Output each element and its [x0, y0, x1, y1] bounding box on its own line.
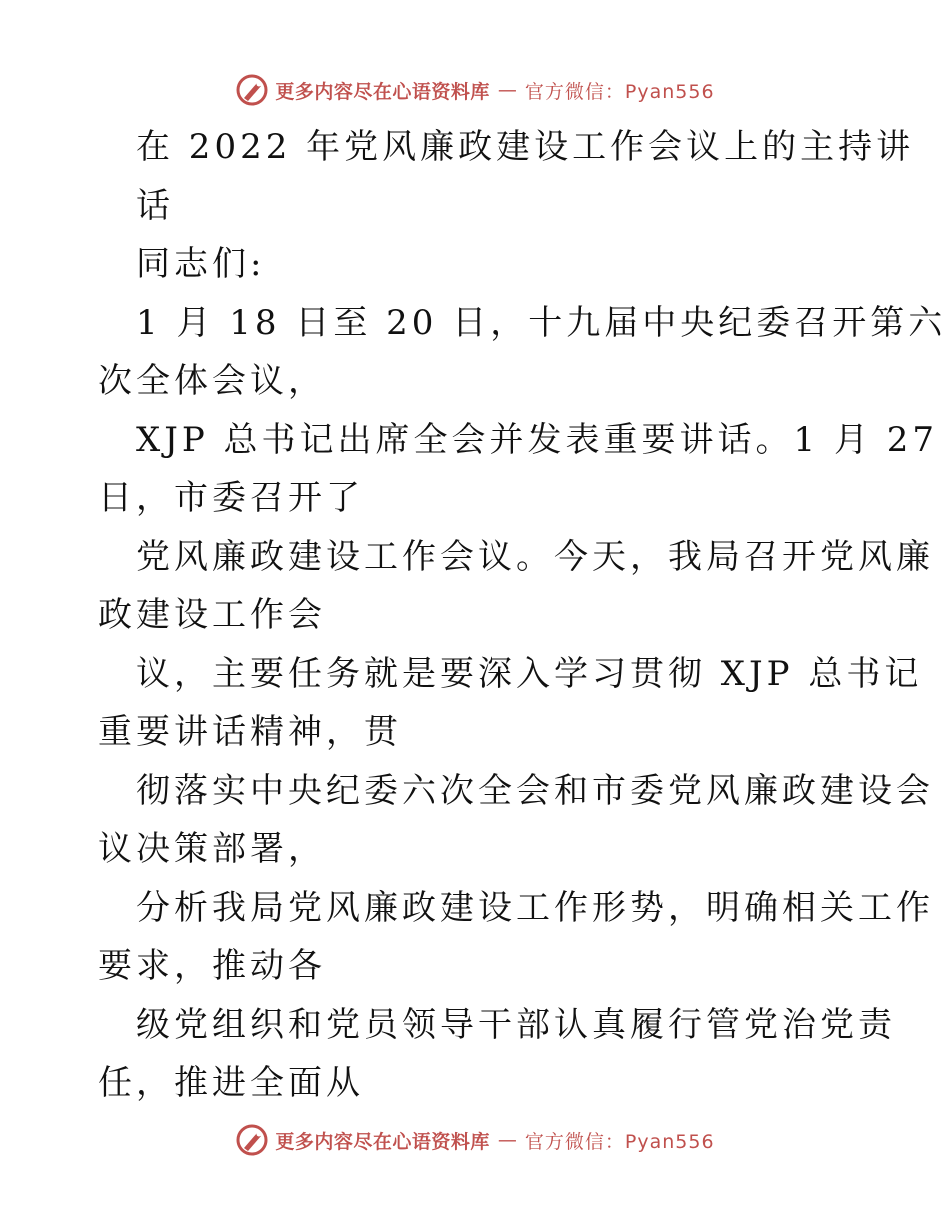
- document-body: [98, 118, 947, 1113]
- text-line: 彻落实中央纪委六次全会和市委党风廉政建设会: [136, 770, 934, 811]
- pen-logo-icon: [235, 73, 269, 107]
- text-line: 任，推进全面从: [98, 1063, 364, 1103]
- text-line: 议决策部署，: [98, 829, 326, 869]
- text-line: 话: [136, 185, 174, 226]
- text-line: 重要讲话精神，贯: [98, 712, 402, 752]
- text-line: XJP 总书记出席全会并发表重要讲话。1 月 27: [136, 419, 939, 460]
- watermark-header: [0, 70, 950, 110]
- watermark-text: 更多内容尽在心语资料库: [275, 80, 490, 103]
- text-line: 在 2022 年党风廉政建设工作会议上的主持讲: [136, 127, 915, 167]
- text-line: 议，主要任务就是要深入学习贯彻 XJP 总书记: [136, 653, 923, 694]
- text-line: 次全体会议，: [98, 361, 326, 401]
- watermark-footer: [0, 1120, 950, 1160]
- text-line: 同志们:: [136, 244, 266, 284]
- text-line: 日，市委召开了: [98, 478, 364, 518]
- watermark-separator: —: [497, 1129, 517, 1151]
- pen-logo-icon: [235, 1123, 269, 1157]
- text-line: 级党组织和党员领导干部认真履行管党治党责: [136, 1004, 896, 1045]
- watermark-text: 更多内容尽在心语资料库: [275, 1130, 490, 1153]
- text-line: 党风廉政建设工作会议。今天，我局召开党风廉: [136, 536, 934, 577]
- watermark-contact: 官方微信：Pyan556: [524, 80, 715, 103]
- text-line: 政建设工作会: [98, 595, 326, 635]
- text-line: 1 月 18 日至 20 日，十九届中央纪委召开第六: [136, 302, 947, 343]
- watermark-contact: 官方微信：Pyan556: [524, 1130, 715, 1153]
- watermark-separator: —: [497, 79, 517, 101]
- text-line: 要求，推动各: [98, 946, 326, 986]
- text-line: 分析我局党风廉政建设工作形势，明确相关工作: [136, 887, 934, 928]
